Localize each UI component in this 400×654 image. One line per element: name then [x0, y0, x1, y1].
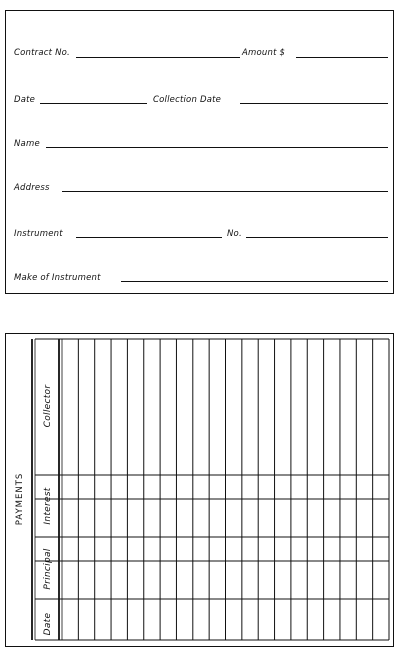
payments-grid [6, 334, 395, 648]
row-label-date: Date [43, 612, 53, 636]
label-date: Date [14, 95, 36, 105]
label-amount: Amount $ [242, 48, 286, 58]
label-make-of-instrument: Make of Instrument [14, 273, 101, 283]
row-label-principal: Principal [43, 548, 53, 590]
field-amount[interactable] [296, 57, 388, 58]
label-address: Address [14, 183, 50, 193]
contract-form-card [5, 10, 394, 294]
label-name: Name [14, 139, 40, 149]
field-contract-no[interactable] [76, 57, 240, 58]
label-collection-date: Collection Date [153, 95, 222, 105]
row-label-interest: Interest [43, 487, 53, 525]
row-label-collector: Collector [43, 384, 53, 428]
field-date[interactable] [40, 103, 147, 104]
field-name[interactable] [46, 147, 388, 148]
field-address[interactable] [62, 191, 388, 192]
field-collection-date[interactable] [240, 103, 388, 104]
field-make-of-instrument[interactable] [121, 281, 388, 282]
field-instrument[interactable] [76, 237, 222, 238]
payments-card [5, 333, 394, 647]
label-no: No. [227, 229, 242, 239]
payments-title: PAYMENTS [15, 472, 25, 526]
field-no[interactable] [246, 237, 388, 238]
label-instrument: Instrument [14, 229, 63, 239]
label-contract-no: Contract No. [14, 48, 70, 58]
